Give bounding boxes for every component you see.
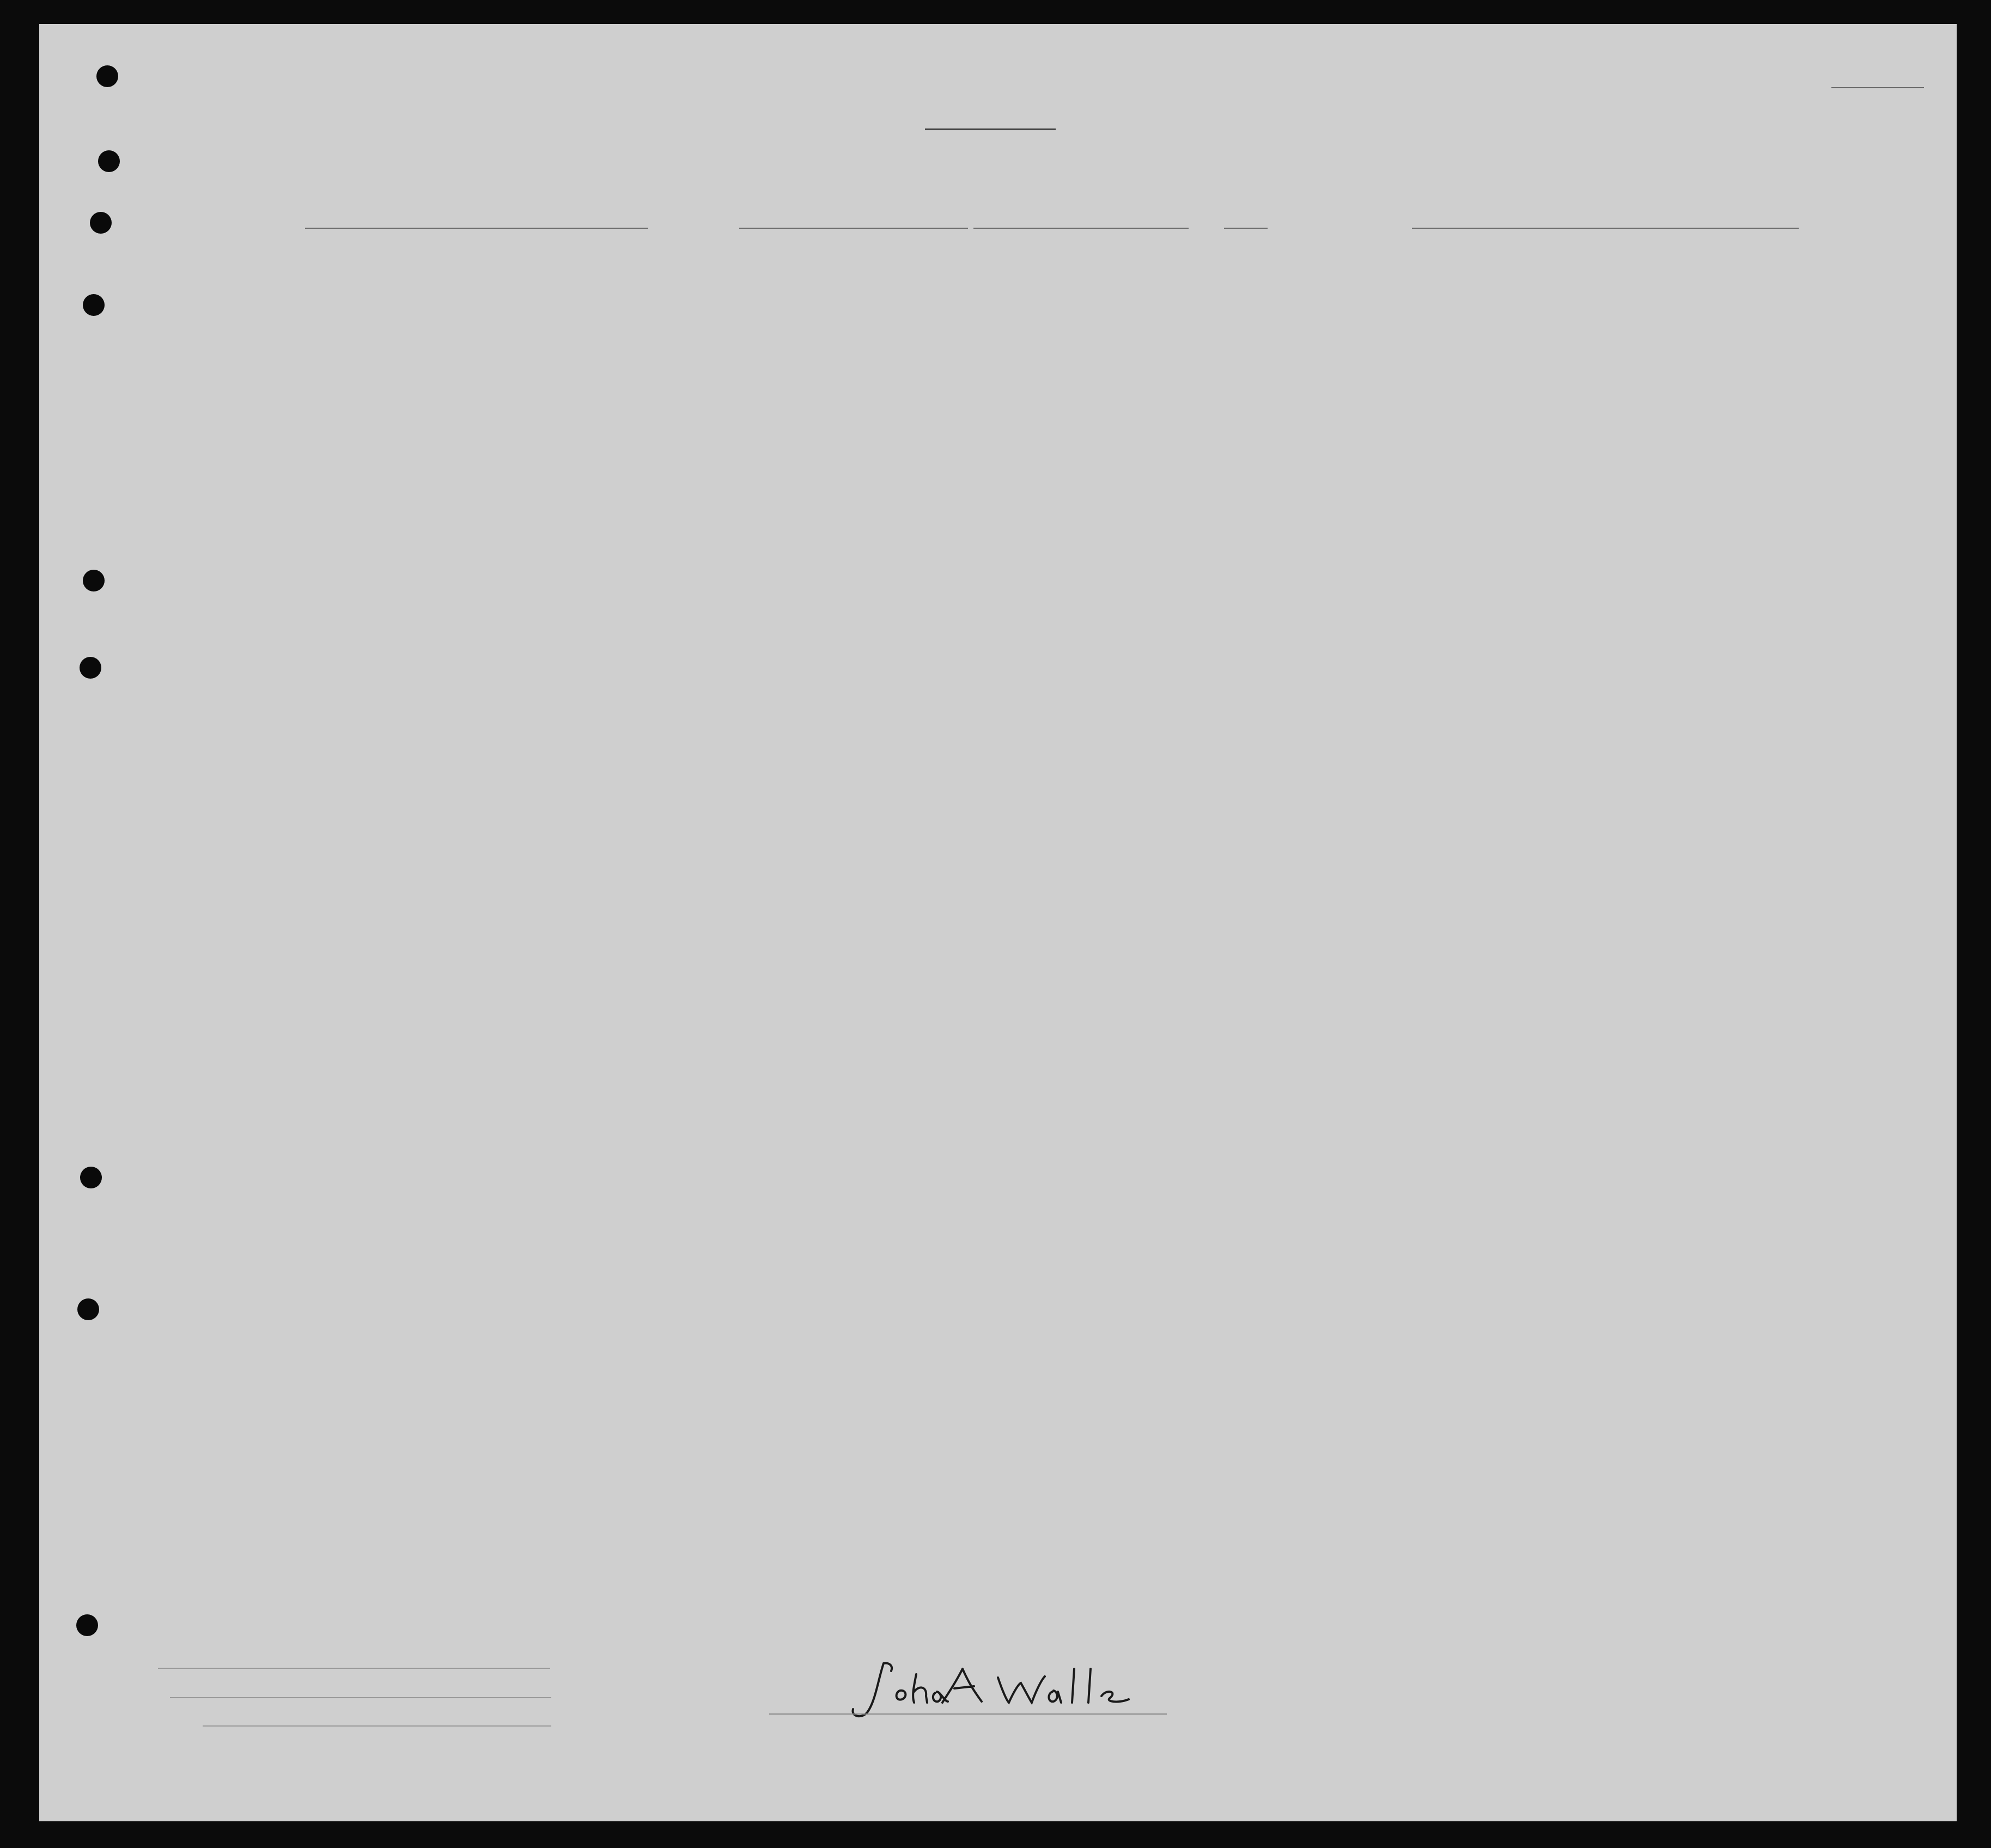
punch-hole (96, 65, 118, 87)
punch-hole (83, 294, 105, 316)
punch-hole (90, 212, 112, 234)
punch-hole (76, 1614, 98, 1636)
punch-hole (80, 1167, 102, 1188)
punch-hole (83, 570, 105, 591)
manifest-sheet (39, 24, 1957, 1821)
punch-hole (77, 1298, 99, 1320)
punch-hole (80, 657, 101, 679)
punch-hole (98, 150, 120, 172)
